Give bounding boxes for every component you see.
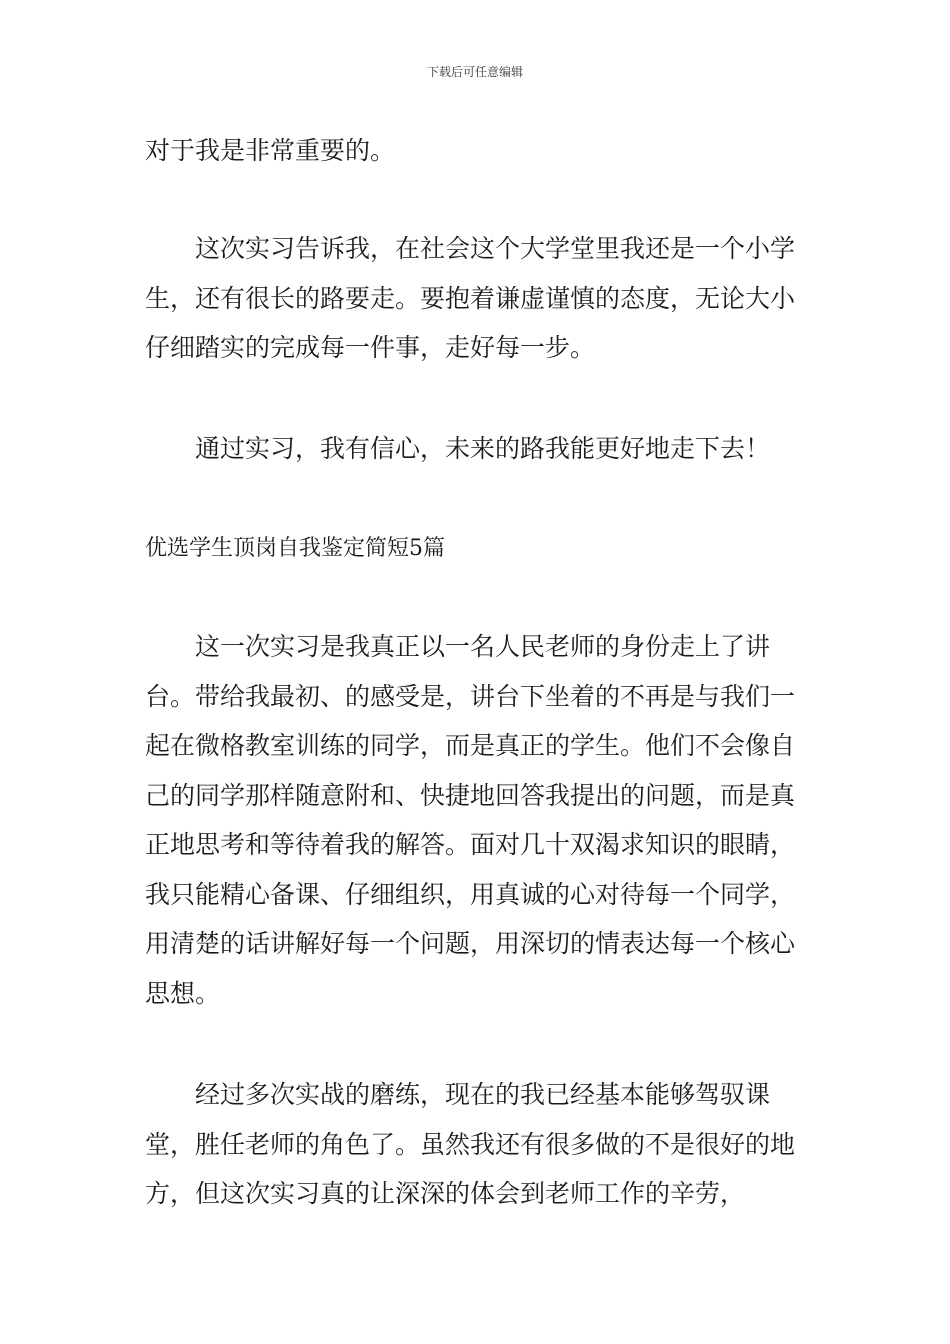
paragraph-continuation: 对于我是非常重要的。 bbox=[145, 136, 396, 165]
paragraph-confidence: 通过实习，我有信心，未来的路我能更好地走下去！ bbox=[195, 434, 771, 463]
section-heading: 优选学生顶岗自我鉴定简短5篇 bbox=[145, 536, 445, 561]
page-header-note: 下载后可任意编辑 bbox=[426, 65, 523, 79]
paragraph-internship-lesson: 这次实习告诉我，在社会这个大学堂里我还是一个小学生，还有很长的路要走。要抱着谦虚谨慎的态度，无论大小仔细踏实的完成每一件事，走好每一步。 bbox=[145, 234, 796, 362]
paragraph-practice: 经过多次实战的磨练，现在的我已经基本能够驾驭课堂，胜任老师的角色了。虽然我还有很多做的不是很好的地方，但这次实习真的让深深的体会到老师工作的辛劳， bbox=[145, 1080, 796, 1208]
paragraph-first-teaching: 这一次实习是我真正以一名人民老师的身份走上了讲台。带给我最初、的感受是，讲台下坐着的不再是与我们一起在微格教室训练的同学，而是真正的学生。他们不会像自己的同学那样随意附和、快捷地回答我提出的问题，而是真正地思考和等待着我的解答。面对几十双渴求知识的眼睛，我只能精心备课、仔细组织，用真诚的心对待每一个同学，用清楚的话讲解好每一个问题，用深切的情表达每一个核心思想。 bbox=[145, 632, 796, 1008]
